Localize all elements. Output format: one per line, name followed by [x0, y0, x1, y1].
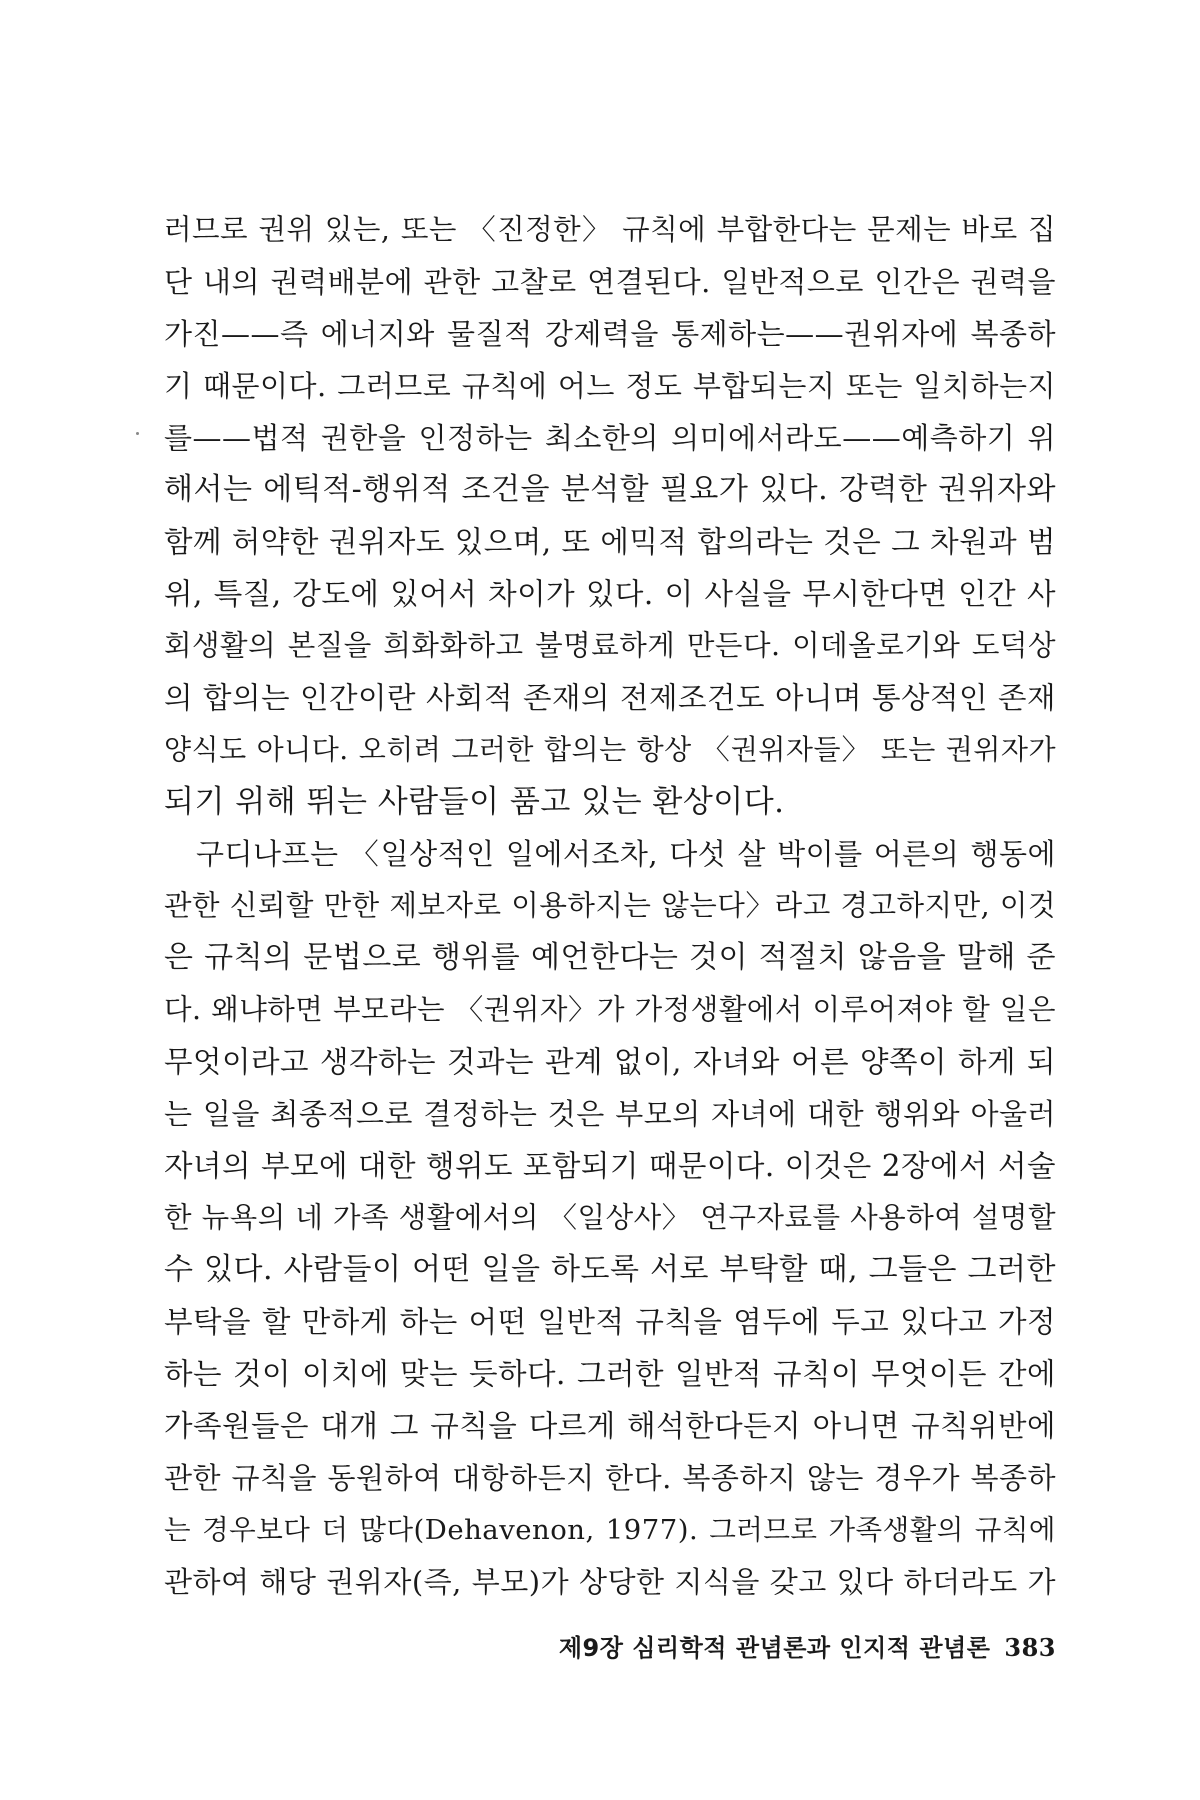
text-line: 관한 신뢰할 만한 제보자로 이용하지는 않는다〉라고 경고하지만, 이것: [164, 889, 1056, 922]
text-line: 해서는 에틱적-행위적 조건을 분석할 필요가 있다. 강력한 권위자와: [164, 472, 1056, 507]
page-footer: [530, 1628, 1056, 1663]
text-line: 양식도 아니다. 오히려 그러한 합의는 항상 〈권위자들〉 또는 권위자가: [164, 733, 1056, 766]
running-head: 제9장 심리학적 관념론과 인지적 관념론: [558, 1634, 991, 1662]
body-text: [164, 204, 1056, 1608]
paragraph-start-line: 구디나프는 〈일상적인 일에서조차, 다섯 살 박이를 어른의 행동에: [196, 837, 1056, 871]
text-line: 기 때문이다. 그러므로 규칙에 어느 정도 부합되는지 또는 일치하는지: [164, 369, 1056, 403]
text-line: 러므로 권위 있는, 또는 〈진정한〉 규칙에 부합한다는 문제는 바로 집: [164, 213, 1056, 246]
text-line: 가족원들은 대개 그 규칙을 다르게 해석한다든지 아니면 규칙위반에: [164, 1409, 1056, 1443]
text-line: 회생활의 본질을 희화화하고 불명료하게 만든다. 이데올로기와 도덕상: [164, 629, 1056, 662]
text-line: 은 규칙의 문법으로 행위를 예언한다는 것이 적절치 않음을 말해 준: [164, 940, 1056, 975]
text-line: 자녀의 부모에 대한 행위도 포함되기 때문이다. 이것은 2장에서 서술: [164, 1149, 1056, 1183]
text-line: 무엇이라고 생각하는 것과는 관계 없이, 자녀와 어른 양쪽이 하게 되: [164, 1045, 1056, 1079]
text-line: 한 뉴욕의 네 가족 생활에서의 〈일상사〉 연구자료를 사용하여 설명할: [164, 1201, 1056, 1234]
text-line: 를——법적 권한을 인정하는 최소한의 의미에서라도——예측하기 위: [164, 421, 1056, 455]
text-line: 는 경우보다 더 많다(Dehavenon, 1977). 그러므로 가족생활의 규칙에: [164, 1514, 1056, 1546]
page-number: 383: [1004, 1633, 1056, 1662]
text-line: 는 일을 최종적으로 결정하는 것은 부모의 자녀에 대한 행위와 아울러: [164, 1097, 1056, 1131]
paragraph-end-line: 되기 위해 뛰는 사람들이 품고 있는 환상이다.: [164, 784, 785, 820]
text-line: 위, 특질, 강도에 있어서 차이가 있다. 이 사실을 무시한다면 인간 사: [164, 577, 1056, 611]
text-line: 관하여 해당 권위자(즉, 부모)가 상당한 지식을 갖고 있다 하더라도 가: [164, 1565, 1056, 1599]
text-line: 부탁을 할 만하게 하는 어떤 일반적 규칙을 염두에 두고 있다고 가정: [164, 1305, 1056, 1339]
text-line: 하는 것이 이치에 맞는 듯하다. 그러한 일반적 규칙이 무엇이든 간에: [164, 1357, 1056, 1391]
text-line: 의 합의는 인간이란 사회적 존재의 전제조건도 아니며 통상적인 존재: [164, 681, 1056, 715]
text-line: 다. 왜냐하면 부모라는 〈권위자〉가 가정생활에서 이루어져야 할 일은: [164, 993, 1056, 1026]
text-line: 가진——즉 에너지와 물질적 강제력을 통제하는——권위자에 복종하: [164, 317, 1056, 351]
text-line: 관한 규칙을 동원하여 대항하든지 한다. 복종하지 않는 경우가 복종하: [164, 1461, 1056, 1495]
margin-mark: [136, 432, 139, 435]
text-line: 함께 허약한 권위자도 있으며, 또 에믹적 합의라는 것은 그 차원과 범: [164, 525, 1056, 559]
text-line: 수 있다. 사람들이 어떤 일을 하도록 서로 부탁할 때, 그들은 그러한: [164, 1252, 1056, 1287]
text-line: 단 내의 권력배분에 관한 고찰로 연결된다. 일반적으로 인간은 권력을: [164, 265, 1056, 299]
